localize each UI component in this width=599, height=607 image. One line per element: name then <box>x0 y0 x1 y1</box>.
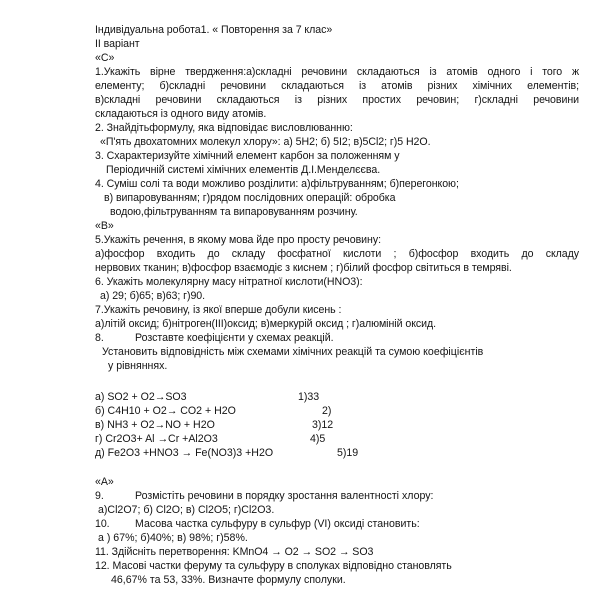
question-2-line: «П'ять двохатомних молекул хлору»: а) 5Н2; б) 5І2; в)5Сl2; г)5 Н2О. <box>100 136 431 148</box>
question-7-line: 7.Укажіть речовину, із якої вперше добули кисень : <box>95 304 342 316</box>
question-4-line: водою,фільтруванням та випаровуванням розчину. <box>110 206 358 218</box>
question-11-line: 11. Здійсніть перетворення: KMnO4 → O2 → SO2 → SO3 <box>95 546 374 558</box>
question-5-line: а)фосфор входить до складу фосфатної кислоти ; б)фосфор входить до складу <box>95 248 579 260</box>
question-1-line: в)складні речовини складаються із різних простих речовин; г)складні речовини <box>95 94 579 106</box>
worksheet-title: Індивідуальна робота1. « Повторення за 7 клас» <box>95 24 333 36</box>
question-5-line: 5.Укажіть речення, в якому мова йде про просту речовину: <box>95 234 381 246</box>
question-1-line: елементу; б)складні речовини складаються із атомів різних хімічних елементів; <box>95 80 579 92</box>
variant-label: ІІ варіант <box>95 38 140 50</box>
question-10-text: Масова частка сульфуру в сульфур (VІ) оксиді становить: <box>135 518 420 530</box>
coefficient-sum: 3)12 <box>312 419 334 431</box>
question-9-options: а)Cl2O7; б) Cl2O; в) Cl2O5; г)Cl2O3. <box>98 504 275 516</box>
question-12-line: 46,67% та 53, 33%. Визначте формулу сполуки. <box>111 574 346 586</box>
section-c-label: «С» <box>95 52 115 64</box>
coefficient-sum: 5)19 <box>337 447 359 459</box>
coefficient-sum: 4)5 <box>310 433 326 445</box>
question-8-line: Розставте коефіцієнти у схемах реакцій. <box>135 332 334 344</box>
reaction-scheme: г) Cr2O3+ Al →Cr +Al2O3 <box>95 433 218 445</box>
question-8-line: у рівняннях. <box>108 360 168 372</box>
question-9-text: Розмістіть речовини в порядку зростання валентності хлору: <box>135 490 434 502</box>
coefficient-sum: 1)33 <box>298 391 320 403</box>
question-10-options: а ) 67%; б)40%; в) 98%; г)58%. <box>98 532 248 544</box>
question-2-line: 2. Знайдітьформулу, яка відповідає висловлюванню: <box>95 122 353 134</box>
coefficient-sum: 2) <box>322 405 332 417</box>
question-8-number: 8. <box>95 332 104 344</box>
question-7-line: а)літій оксид; б)нітроген(ІІІ)оксид; в)меркурій оксид ; г)алюміній оксид. <box>95 318 437 330</box>
question-8-line: Установить відповідність між схемами хімічних реакцій та сумою коефіцієнтів <box>102 346 484 358</box>
reaction-scheme: д) Fe2O3 +HNO3 → Fe(NO3)3 +H2O <box>95 447 274 459</box>
question-12-line: 12. Масові частки феруму та сульфуру в сполуках відповідно становлять <box>95 560 452 572</box>
question-4-line: в) випаровуванням; г)рядом послідовних операцій: обробка <box>104 192 396 204</box>
question-9-number: 9. <box>95 490 104 502</box>
question-4-line: 4. Суміш солі та води можливо розділити: а)фільтруванням; б)перегонкою; <box>95 178 459 190</box>
question-6-line: а) 29; б)65; в)63; г)90. <box>100 290 206 302</box>
question-10-number: 10. <box>95 518 110 530</box>
question-6-line: 6. Укажіть молекулярну масу нітратної кислоти(НNО3): <box>95 276 363 288</box>
question-3-line: Періодичній системі хімічних елементів Д.І.Менделєєва. <box>106 164 381 176</box>
question-5-line: нервових тканин; в)фосфор взаємодіє з киснем ; г)білий фосфор світиться в темряві. <box>95 262 512 274</box>
question-3-line: 3. Схарактеризуйте хімічний елемент карбон за положенням у <box>95 150 400 162</box>
question-1-line: 1.Укажіть вірне твердження:а)складні речовини складаються із атомів одного і того ж <box>95 66 579 78</box>
question-1-line: складаються із одного виду атомів. <box>95 108 267 120</box>
section-b-label: «В» <box>95 220 114 232</box>
reaction-scheme: а) SO2 + O2→SO3 <box>95 391 187 403</box>
section-a-label: «А» <box>95 476 114 488</box>
reaction-scheme: б) C4H10 + O2→ CO2 + H2O <box>95 405 236 417</box>
reaction-scheme: в) NH3 + O2→NO + H2O <box>95 419 215 431</box>
